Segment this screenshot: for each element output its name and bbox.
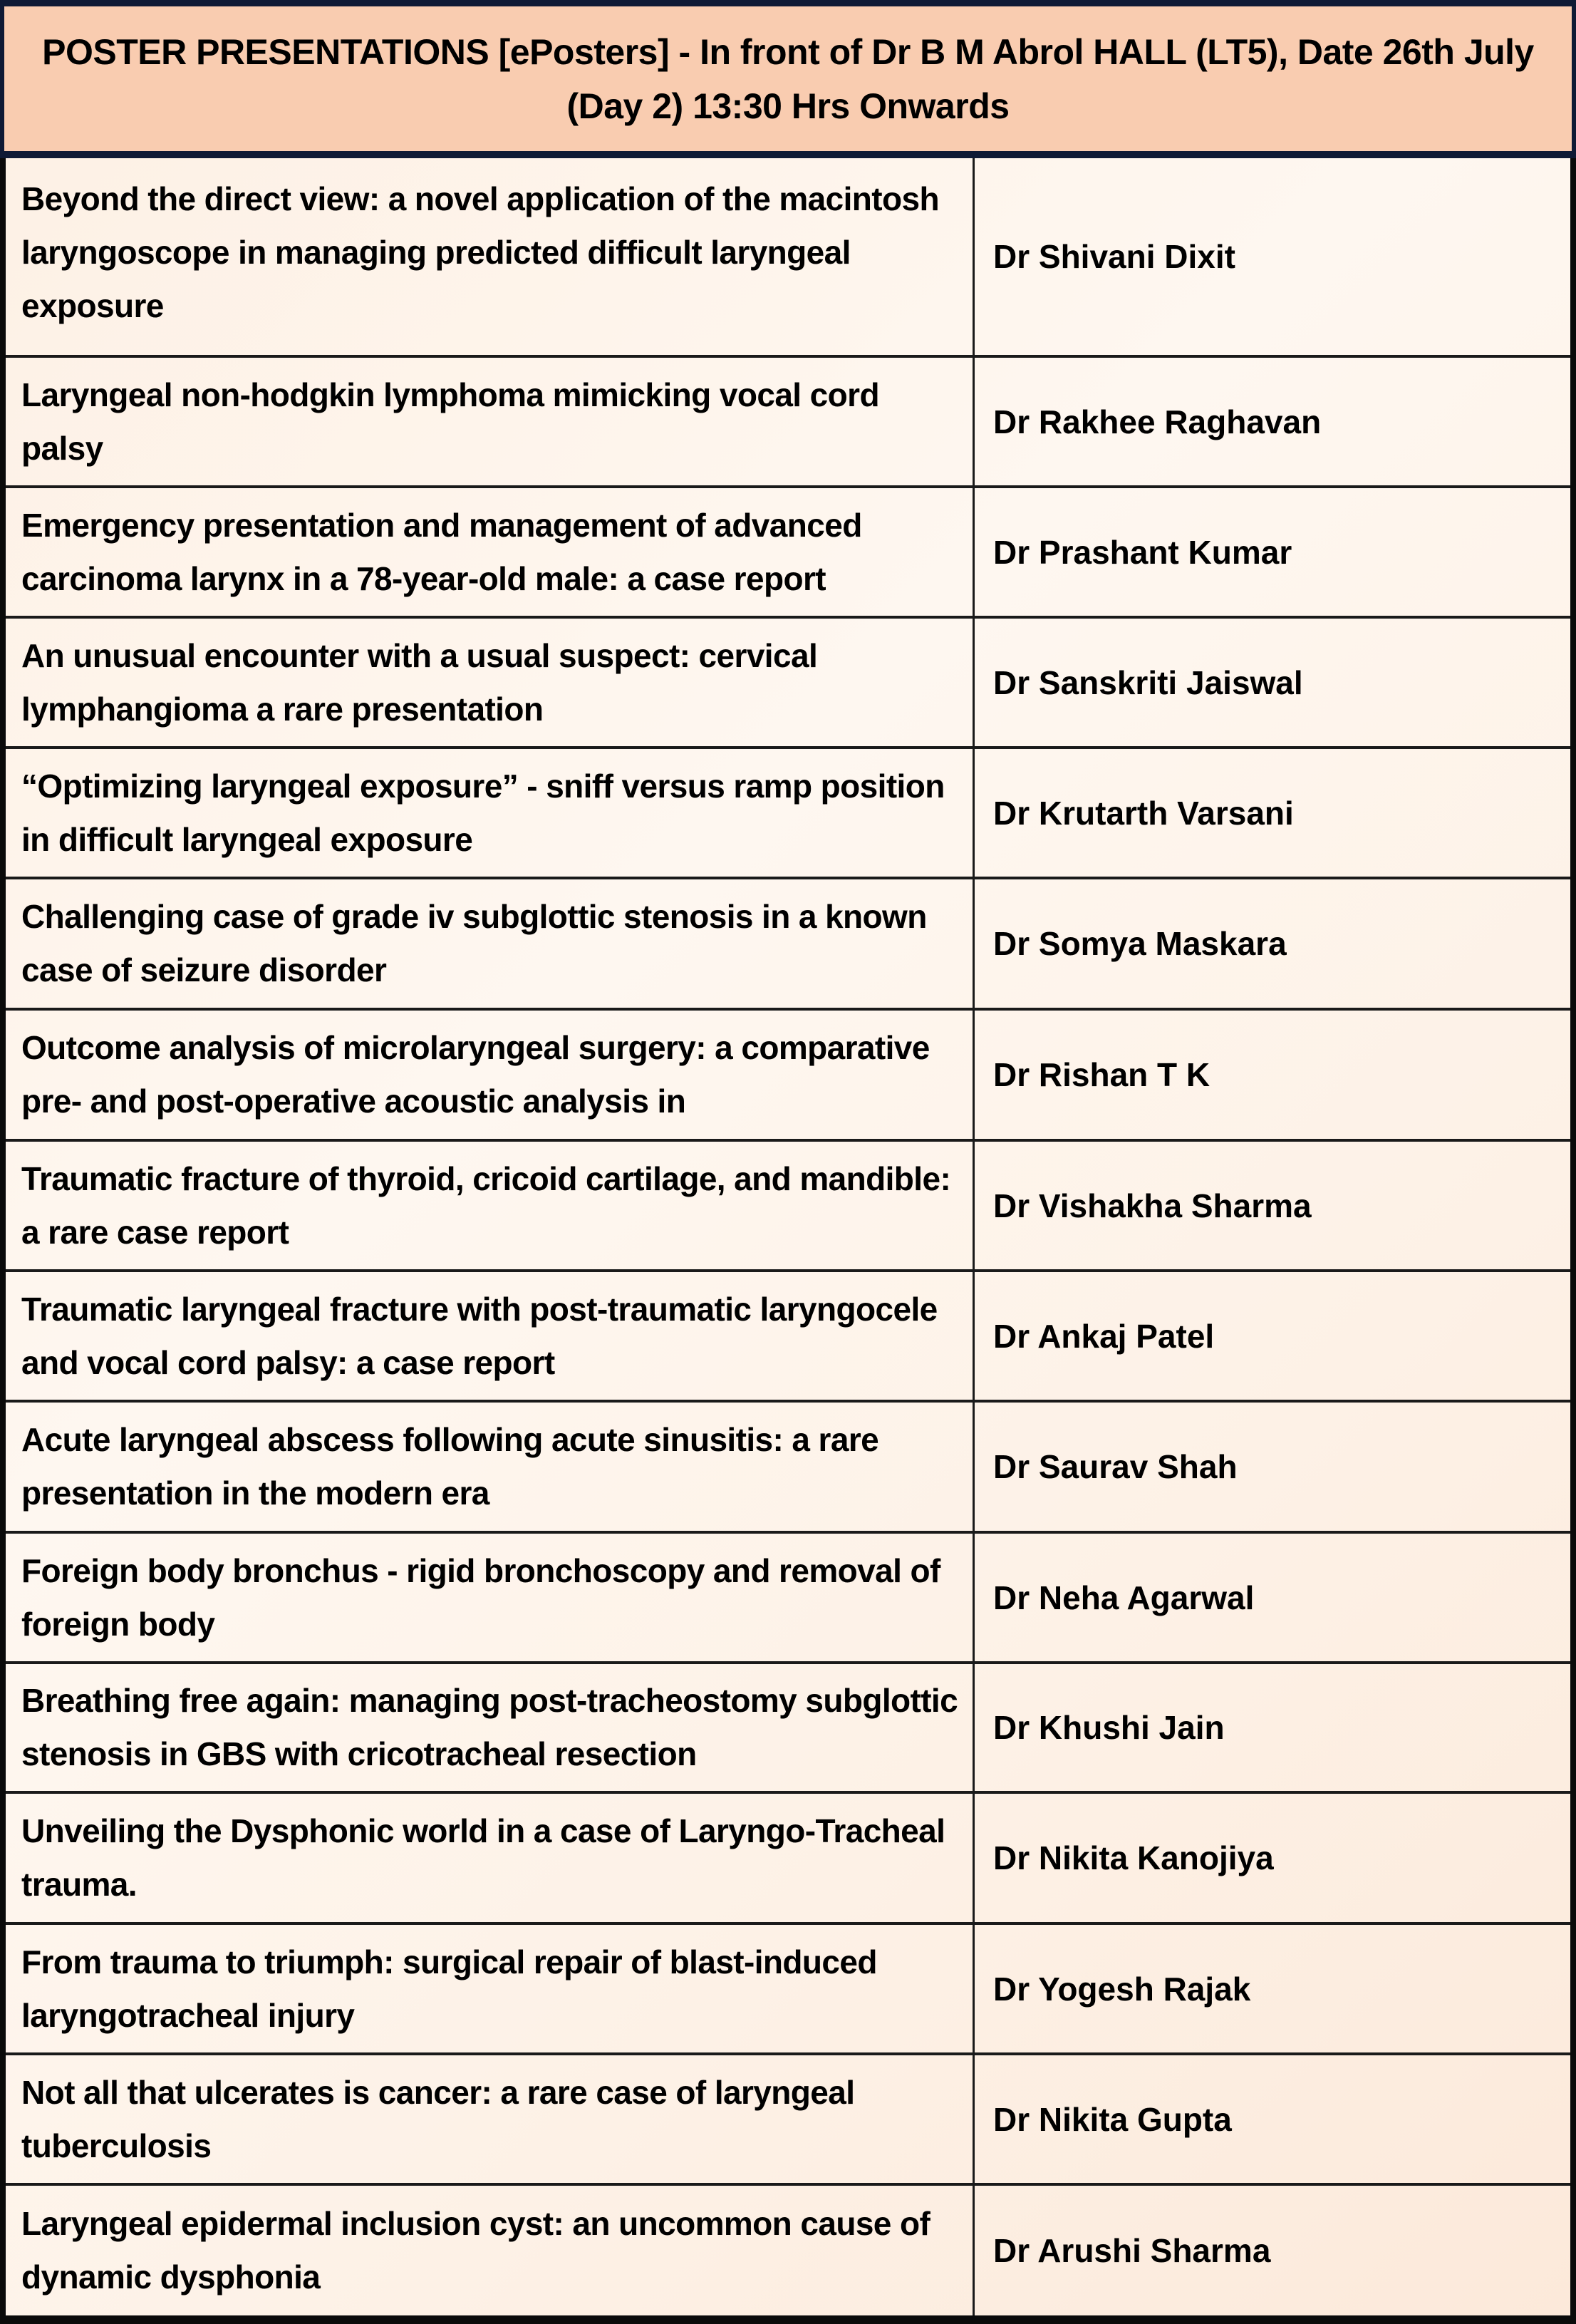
presenter-name: Dr Sanskriti Jaiswal [993,663,1303,701]
table-row [6,1925,1570,2055]
presentation-title: Outcome analysis of microlaryngeal surgery: a comparative pre- and post-operative acoustic analysis in [6,1011,975,1139]
presentation-title: Breathing free again: managing post-tracheostomy subglottic stenosis in GBS with cricotracheal resection [6,1664,975,1791]
table-row [6,619,1570,749]
presentation-title: Acute laryngeal abscess following acute sinusitis: a rare presentation in the modern era [6,1403,975,1531]
table-row [6,488,1570,619]
table-row [6,1011,1570,1142]
presentation-title: From trauma to triumph: surgical repair of blast-induced laryngotracheal injury [6,1925,975,2052]
presenter-name: Dr Vishakha Sharma [993,1187,1312,1224]
table-row [6,1794,1570,1925]
presenter-name: Dr Ankaj Patel [993,1317,1215,1355]
table-row [6,879,1570,1011]
presentation-title: Traumatic laryngeal fracture with post-traumatic laryngocele and vocal cord palsy: a case report [6,1272,975,1400]
presentation-title: Not all that ulcerates is cancer: a rare case of laryngeal tuberculosis [6,2055,975,2183]
table-row [6,2055,1570,2186]
table-row [6,1142,1570,1272]
presentations-table [0,158,1576,2324]
table-row [6,1403,1570,1534]
table-row [6,1272,1570,1403]
presentation-title: Beyond the direct view: a novel application of the macintosh laryngoscope in managing predicted difficult laryngeal exposure [6,158,975,355]
presenter-name: Dr Nikita Kanojiya [993,1839,1274,1876]
presenter-name: Dr Arushi Sharma [993,2232,1271,2269]
presenter-name: Dr Krutarth Varsani [993,794,1294,832]
presentation-title: Traumatic fracture of thyroid, cricoid cartilage, and mandible: a rare case report [6,1142,975,1269]
presenter-name: Dr Rishan T K [993,1056,1210,1093]
schedule-header-banner [4,6,1572,151]
presenter-name: Dr Khushi Jain [993,1709,1225,1746]
schedule-header [0,0,1576,158]
presentation-title: Unveiling the Dysphonic world in a case of Laryngo-Tracheal trauma. [6,1794,975,1922]
presenter-name: Dr Yogesh Rajak [993,1970,1251,2008]
presentation-title: “Optimizing laryngeal exposure” - sniff versus ramp position in difficult laryngeal exposure [6,749,975,877]
presenter-name: Dr Rakhee Raghavan [993,403,1322,440]
presentation-title: Challenging case of grade iv subglottic stenosis in a known case of seizure disorder [6,879,975,1008]
presenter-name: Dr Shivani Dixit [993,238,1235,275]
table-row [6,358,1570,488]
schedule-title: POSTER PRESENTATIONS [ePosters] - In front of Dr B M Abrol HALL (LT5), Date 26th July (Day 2) 13:30 Hrs Onwards [42,31,1534,126]
presenter-name: Dr Neha Agarwal [993,1579,1255,1616]
presentation-title: An unusual encounter with a usual suspect: cervical lymphangioma a rare presentation [6,619,975,746]
presenter-name: Dr Saurav Shah [993,1448,1238,1485]
presenter-name: Dr Somya Maskara [993,925,1287,962]
presentation-title: Emergency presentation and management of advanced carcinoma larynx in a 78-year-old male: a case report [6,488,975,616]
table-row [6,2186,1570,2315]
presenter-name: Dr Prashant Kumar [993,533,1292,571]
presentation-title: Laryngeal epidermal inclusion cyst: an uncommon cause of dynamic dysphonia [6,2186,975,2315]
table-row [6,749,1570,879]
presentation-title: Foreign body bronchus - rigid bronchoscopy and removal of foreign body [6,1534,975,1661]
presentation-title: Laryngeal non-hodgkin lymphoma mimicking vocal cord palsy [6,358,975,485]
table-row [6,1534,1570,1664]
table-row [6,158,1570,358]
presenter-name: Dr Nikita Gupta [993,2100,1232,2138]
table-row [6,1664,1570,1794]
